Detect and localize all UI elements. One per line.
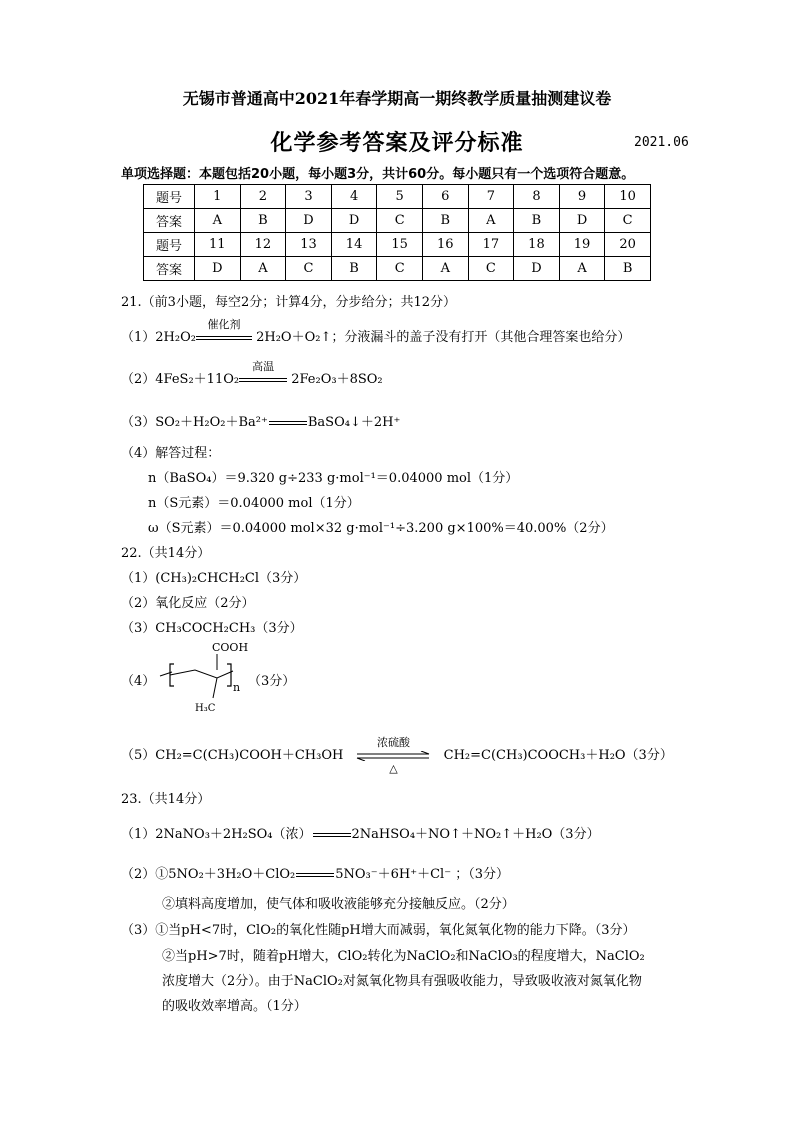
question-number-cell: 20 — [605, 233, 651, 257]
section-intro: 单项选择题：本题包括20小题，每小题3分，共计60分。每小题只有一个选项符合题意。 — [121, 167, 635, 182]
table-row — [144, 257, 651, 281]
condition-label: 高温 — [252, 360, 275, 373]
exam-date: 2021.06 — [634, 135, 689, 150]
answer-cell: C — [286, 257, 332, 281]
question-number-cell: 11 — [195, 233, 241, 257]
q23-part3-line2: ②当pH>7时，随着pH增大，ClO₂转化为NaClO₂和NaClO₃的程度增大，NaClO₂ — [162, 949, 645, 964]
part-number: （1） — [121, 827, 156, 842]
answer-cell: C — [468, 257, 514, 281]
question-number-cell: 8 — [514, 185, 560, 209]
equation-right: 2Fe₂O₃＋8SO₂ — [287, 372, 383, 387]
methyl-group: H₃C — [195, 703, 216, 714]
equation-right: 5NO₃⁻＋6H⁺＋Cl⁻ ；（3分） — [335, 867, 509, 882]
q22-part2: （2）氧化反应（2分） — [121, 596, 255, 611]
q21-calc-line1: n（BaSO₄）＝9.320 g÷233 g·mol⁻¹＝0.04000 mol（1分） — [148, 471, 519, 486]
table-row — [144, 185, 651, 209]
answer-cell: B — [422, 209, 468, 233]
q23-heading: 23.（共14分） — [121, 792, 211, 807]
equals-sign — [296, 873, 334, 877]
heat-symbol: △ — [389, 762, 398, 775]
q22-heading: 22.（共14分） — [121, 546, 211, 561]
part-number: （5） — [121, 748, 156, 763]
reaction-condition — [239, 360, 287, 387]
q21-part3 — [121, 411, 400, 430]
question-number-cell: 5 — [377, 185, 423, 209]
question-number-cell: 9 — [559, 185, 605, 209]
answer-cell: B — [514, 209, 560, 233]
part-number: （2） — [121, 372, 156, 387]
answer-cell: D — [286, 209, 332, 233]
answer-cell: A — [195, 209, 241, 233]
equation-left: 4FeS₂＋11O₂ — [155, 372, 240, 387]
answer-cell: A — [240, 257, 286, 281]
answer-cell: B — [605, 257, 651, 281]
condition-label: 浓硫酸 — [376, 736, 410, 749]
equation-left: CH₂=C(CH₃)COOH＋CH₃OH — [155, 748, 344, 763]
q23-part2-line2: ②填料高度增加，使气体和吸收液能够充分接触反应。（2分） — [162, 897, 515, 912]
part-number: （3） — [121, 415, 156, 430]
equation-right: 2H₂O＋O₂↑；分液漏斗的盖子没有打开（其他合理答案也给分） — [251, 330, 631, 345]
answer-cell: A — [422, 257, 468, 281]
question-number-cell: 15 — [377, 233, 423, 257]
answer-cell: C — [605, 209, 651, 233]
score-note: （3分） — [248, 674, 296, 689]
answer-cell: B — [331, 257, 377, 281]
reaction-condition — [196, 318, 252, 345]
condition-label: 催化剂 — [207, 318, 241, 331]
question-number-cell: 1 — [195, 185, 241, 209]
part-number: （4） — [121, 674, 156, 689]
q21-calc-line3: ω（S元素）＝0.04000 mol×32 g·mol⁻¹÷3.200 g×100%＝40.00%（2分） — [148, 521, 614, 536]
answer-cell: C — [377, 257, 423, 281]
row-label: 题号 — [144, 233, 195, 257]
table-row — [144, 209, 651, 233]
part-number: （1） — [121, 330, 156, 345]
answer-cell: D — [195, 257, 241, 281]
question-number-cell: 10 — [605, 185, 651, 209]
question-number-cell: 13 — [286, 233, 332, 257]
q21-calc-line2: n（S元素）＝0.04000 mol（1分） — [148, 496, 360, 511]
q23-part3-line3: 浓度增大（2分）。由于NaClO₂对氮氧化物具有强吸收能力，导致吸收液对氮氧化物 — [162, 974, 642, 989]
row-label: 题号 — [144, 185, 195, 209]
equals-sign — [313, 833, 351, 837]
equation-right: 2NaHSO₄＋NO↑＋NO₂↑＋H₂O（3分） — [351, 827, 600, 842]
row-label: 答案 — [144, 209, 195, 233]
answer-cell: A — [559, 257, 605, 281]
question-number-cell: 4 — [331, 185, 377, 209]
q21-heading: 21.（前3小题，每空2分；计算4分，分步给分；共12分） — [121, 295, 457, 310]
question-number-cell: 12 — [240, 233, 286, 257]
table-row — [144, 233, 651, 257]
question-number-cell: 18 — [514, 233, 560, 257]
q23-part3-line4: 的吸收效率增高。（1分） — [162, 999, 307, 1014]
question-number-cell: 19 — [559, 233, 605, 257]
q23-part1 — [121, 823, 600, 842]
answer-cell: D — [514, 257, 560, 281]
cooh-group: COOH — [212, 641, 249, 654]
question-number-cell: 2 — [240, 185, 286, 209]
paper-title: 无锡市普通高中2021年春学期高一期终教学质量抽测建议卷 — [182, 89, 612, 108]
repeat-n: n — [233, 681, 241, 694]
q23-part3-line1: （3）①当pH<7时，ClO₂的氧化性随pH增大而减弱，氧化氮氧化物的能力下降。（3分） — [121, 923, 636, 938]
q23-part2 — [121, 863, 509, 882]
equation-left: ①5NO₂＋3H₂O＋ClO₂ — [155, 867, 296, 882]
q22-part5 — [121, 736, 673, 775]
question-number-cell: 6 — [422, 185, 468, 209]
equation-right: CH₂=C(CH₃)COOCH₃＋H₂O（3分） — [443, 748, 673, 763]
equation-left: 2H₂O₂ — [155, 330, 196, 345]
equation-left: 2NaNO₃＋2H₂SO₄（浓） — [155, 827, 312, 842]
q22-part1: （1）(CH₃)₂CHCH₂Cl（3分） — [121, 571, 307, 586]
q21-part4-heading: （4）解答过程： — [121, 446, 221, 461]
question-number-cell: 16 — [422, 233, 468, 257]
reversible-arrow — [355, 736, 431, 775]
question-number-cell: 14 — [331, 233, 377, 257]
part-number: （2） — [121, 867, 156, 882]
answer-table — [143, 184, 651, 281]
answer-cell: B — [240, 209, 286, 233]
row-label: 答案 — [144, 257, 195, 281]
question-number-cell: 7 — [468, 185, 514, 209]
q21-part2 — [121, 360, 383, 387]
q22-part3: （3）CH₃COCH₂CH₃（3分） — [121, 621, 303, 636]
q21-part1 — [121, 318, 631, 345]
answer-cell: D — [559, 209, 605, 233]
answer-cell: C — [377, 209, 423, 233]
question-number-cell: 17 — [468, 233, 514, 257]
answer-cell: A — [468, 209, 514, 233]
answer-cell: D — [331, 209, 377, 233]
equation-left: SO₂＋H₂O₂＋Ba²⁺ — [155, 415, 268, 430]
polymer-structure — [155, 640, 255, 720]
equals-sign — [269, 421, 307, 425]
equation-right: BaSO₄↓＋2H⁺ — [307, 415, 401, 430]
answer-key-title: 化学参考答案及评分标准 — [270, 130, 524, 156]
question-number-cell: 3 — [286, 185, 332, 209]
